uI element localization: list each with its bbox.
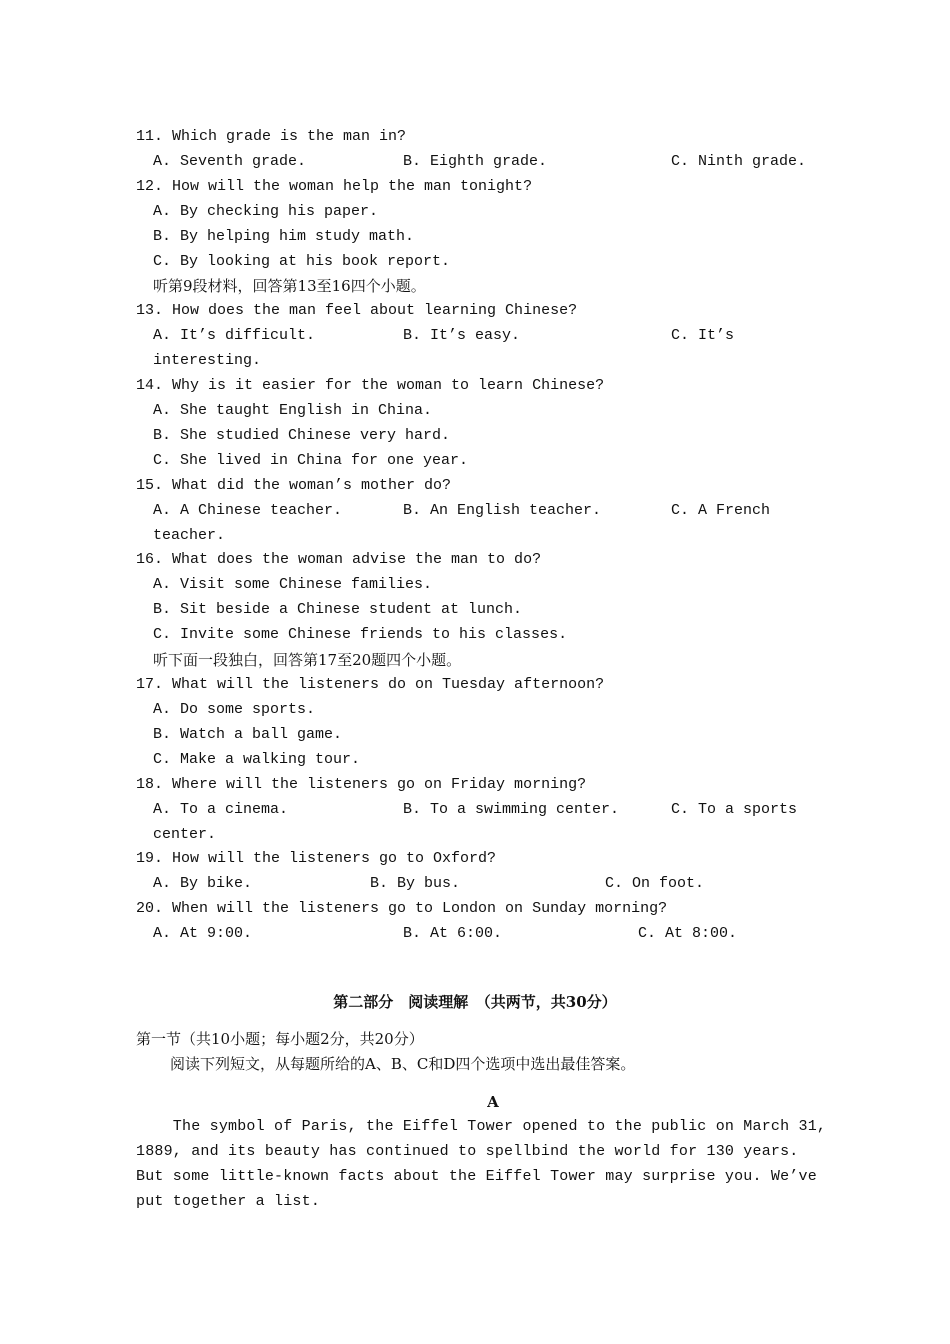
question-19-option-b: B. By bus. bbox=[370, 875, 461, 892]
question-20-option-b: B. At 6:00. bbox=[403, 925, 503, 942]
passage-label: A bbox=[487, 1093, 499, 1111]
part2-instruction: 阅读下列短文，从每题所给的A、B、C和D四个选项中选出最佳答案。 bbox=[170, 1055, 636, 1073]
question-17-stem: 17. What will the listeners do on Tuesday afternoon? bbox=[136, 676, 605, 693]
question-12-option-c: C. By looking at his book report. bbox=[153, 253, 451, 270]
question-11-option-a: A. Seventh grade. bbox=[153, 153, 307, 170]
question-16-option-b: B. Sit beside a Chinese student at lunch. bbox=[153, 601, 523, 618]
question-19-stem: 19. How will the listeners go to Oxford? bbox=[136, 850, 497, 867]
question-15-option-c: C. A French bbox=[671, 502, 771, 519]
monologue-instruction: 听下面一段独白，回答第17至20题四个小题。 bbox=[153, 651, 462, 669]
question-11-option-b: B. Eighth grade. bbox=[403, 153, 548, 170]
question-14-stem: 14. Why is it easier for the woman to learn Chinese? bbox=[136, 377, 605, 394]
question-16-option-c: C. Invite some Chinese friends to his classes. bbox=[153, 626, 568, 643]
question-20-option-a: A. At 9:00. bbox=[153, 925, 253, 942]
question-15-stem: 15. What did the woman’s mother do? bbox=[136, 477, 452, 494]
question-18-option-c: C. To a sports bbox=[671, 801, 798, 818]
section-9-instruction: 听第9段材料，回答第13至16四个小题。 bbox=[153, 277, 426, 295]
question-14-option-c: C. She lived in China for one year. bbox=[153, 452, 469, 469]
passage-line-1: The symbol of Paris, the Eiffel Tower opened to the public on March 31, bbox=[136, 1118, 827, 1135]
part2-title: 第二部分 阅读理解 （共两节，共30分） bbox=[333, 993, 617, 1011]
question-13-option-b: B. It’s easy. bbox=[403, 327, 521, 344]
question-19-option-a: A. By bike. bbox=[153, 875, 253, 892]
question-14-option-b: B. She studied Chinese very hard. bbox=[153, 427, 451, 444]
question-13-option-c: C. It’s bbox=[671, 327, 735, 344]
question-12-option-b: B. By helping him study math. bbox=[153, 228, 415, 245]
question-17-option-b: B. Watch a ball game. bbox=[153, 726, 343, 743]
question-15-option-b: B. An English teacher. bbox=[403, 502, 602, 519]
question-17-option-a: A. Do some sports. bbox=[153, 701, 316, 718]
question-11-stem: 11. Which grade is the man in? bbox=[136, 128, 407, 145]
question-12-stem: 12. How will the woman help the man tonight? bbox=[136, 178, 533, 195]
question-18-option-b: B. To a swimming center. bbox=[403, 801, 620, 818]
question-20-stem: 20. When will the listeners go to London on Sunday morning? bbox=[136, 900, 668, 917]
question-16-option-a: A. Visit some Chinese families. bbox=[153, 576, 433, 593]
part2-section1: 第一节（共10小题；每小题2分，共20分） bbox=[136, 1030, 424, 1048]
question-18-stem: 18. Where will the listeners go on Friday morning? bbox=[136, 776, 587, 793]
passage-line-2: 1889, and its beauty has continued to spellbind the world for 130 years. bbox=[136, 1143, 799, 1160]
question-16-stem: 16. What does the woman advise the man to do? bbox=[136, 551, 542, 568]
question-13-option-c-cont: interesting. bbox=[153, 352, 262, 369]
question-15-option-c-cont: teacher. bbox=[153, 527, 226, 544]
question-11-option-c: C. Ninth grade. bbox=[671, 153, 807, 170]
passage-line-3: But some little-known facts about the Eiffel Tower may surprise you. We’ve bbox=[136, 1168, 817, 1185]
question-12-option-a: A. By checking his paper. bbox=[153, 203, 379, 220]
question-13-option-a: A. It’s difficult. bbox=[153, 327, 316, 344]
question-18-option-c-cont: center. bbox=[153, 826, 217, 843]
question-13-stem: 13. How does the man feel about learning Chinese? bbox=[136, 302, 578, 319]
question-15-option-a: A. A Chinese teacher. bbox=[153, 502, 343, 519]
question-19-option-c: C. On foot. bbox=[605, 875, 705, 892]
question-14-option-a: A. She taught English in China. bbox=[153, 402, 433, 419]
question-18-option-a: A. To a cinema. bbox=[153, 801, 289, 818]
question-20-option-c: C. At 8:00. bbox=[638, 925, 738, 942]
passage-line-4: put together a list. bbox=[136, 1193, 321, 1210]
question-17-option-c: C. Make a walking tour. bbox=[153, 751, 361, 768]
